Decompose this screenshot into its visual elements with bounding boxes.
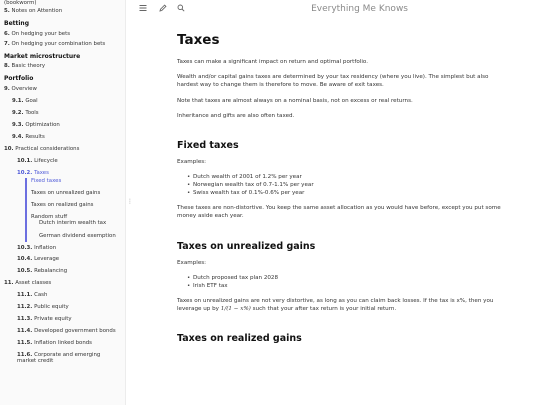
sidebar-item-developed-government-bonds[interactable] <box>4 326 125 338</box>
sidebar-item-label: Lifecycle <box>34 157 58 164</box>
sidebar-item-number: 11.5. <box>17 339 33 346</box>
sidebar-item-label: Results <box>25 133 45 140</box>
sidebar-item-label: Private equity <box>34 315 72 322</box>
sidebar-item-label: Overview <box>11 85 37 92</box>
sidebar-item-number: 10.5. <box>17 267 33 274</box>
paragraph: Note that taxes are almost always on a nominal basis, not on excess or real returns. <box>177 97 413 104</box>
paragraph: Taxes can make a significant impact on return and optimal portfolio. <box>177 59 368 65</box>
list-item: • Dutch proposed tax plan 2028 <box>187 274 502 282</box>
sidebar-item-number: 10.4. <box>17 255 33 262</box>
list-item: • Dutch wealth of 2001 of 1.2% per year <box>187 173 502 181</box>
sidebar-item-label: Taxes <box>34 169 49 176</box>
list-item: • Swiss wealth tax of 0.1%-0.6% per year <box>187 189 502 197</box>
sidebar-resize-handle[interactable]: ⋮ <box>127 198 133 205</box>
toc-item-taxes-realized[interactable]: Taxes on realized gains <box>31 201 94 208</box>
sidebar-item-private-equity[interactable] <box>4 314 125 326</box>
page-title: Taxes <box>177 32 220 48</box>
sidebar-item-number: 10.1. <box>17 157 33 164</box>
sidebar-part-market-microstructure: Market microstructure <box>4 52 81 60</box>
section-heading-realized-gains: Taxes on realized gains <box>177 333 302 345</box>
sidebar-item-corporate-credit[interactable] <box>4 350 125 366</box>
sidebar-item-bookworm[interactable] <box>4 0 125 8</box>
sidebar-nav <box>0 0 125 366</box>
sidebar-item-label: Notes on Attention <box>11 8 63 14</box>
toc-item-fixed-taxes[interactable]: Fixed taxes <box>31 177 62 184</box>
sidebar-item-number: 11.6. <box>17 351 33 358</box>
sidebar-item-inflation-linked-bonds[interactable] <box>4 338 125 350</box>
main-content <box>177 32 502 351</box>
sidebar-item-number: 10.2. <box>17 169 33 176</box>
sidebar-item-label: Rebalancing <box>34 267 68 274</box>
sidebar-item-rebalancing[interactable] <box>4 266 125 278</box>
sidebar-item-label: Corporate and emerging market credit <box>17 351 101 364</box>
sidebar-item-number: 9. <box>4 85 10 92</box>
sidebar-item-hedging-bets[interactable] <box>4 29 125 39</box>
sidebar-item-asset-classes[interactable] <box>4 278 125 290</box>
sidebar-item-number: 5. <box>4 8 10 14</box>
paragraph: Examples: <box>177 159 207 166</box>
leverage-formula: 1/(1 − x%) <box>220 306 251 313</box>
sidebar-item-label: Public equity <box>34 303 69 310</box>
top-bar <box>126 0 540 22</box>
fixed-taxes-list <box>187 173 502 197</box>
sidebar-item-optimization[interactable] <box>4 120 125 132</box>
toc-item-dutch-interim[interactable]: Dutch interim wealth tax <box>39 219 107 226</box>
sidebar-item-number: 6. <box>4 30 10 37</box>
paragraph: Inheritance and gifts are also often taxed. <box>177 112 295 119</box>
sidebar-item-label: Goal <box>25 97 38 104</box>
sidebar-item-goal[interactable] <box>4 96 125 108</box>
sidebar-item-number: 9.1. <box>12 97 24 104</box>
sidebar-item-notes-on-attention[interactable] <box>4 8 125 16</box>
sidebar-item-number: 11.2. <box>17 303 33 310</box>
sidebar-item-label: (bookworm) <box>4 0 37 6</box>
sidebar-item-number: 8. <box>4 63 10 69</box>
sidebar-item-label: Inflation linked bonds <box>34 339 92 346</box>
sidebar-item-practical-considerations[interactable] <box>4 144 125 156</box>
sidebar-item-overview[interactable] <box>4 84 125 96</box>
sidebar-part-portfolio: Portfolio <box>4 75 34 82</box>
toc-item-random-stuff[interactable]: Random stuff <box>31 213 68 220</box>
text-run: such that your after tax return is your initial return. <box>250 306 397 313</box>
sidebar-item-number: 9.2. <box>12 109 24 116</box>
text-run: Taxes on unrealized gains are not very distortive, as long as you can claim back losses. If the tax is x%, then you leverage up by <box>177 297 494 313</box>
sidebar-item-label: On hedging your bets <box>11 30 71 37</box>
sidebar-item-label: On hedging your combination bets <box>11 40 106 47</box>
paragraph: Examples: <box>177 259 207 266</box>
sidebar-item-label: Tools <box>25 109 39 116</box>
list-item: • Irish ETF tax <box>187 282 502 290</box>
sidebar-item-label: Leverage <box>34 255 60 262</box>
sidebar-item-taxes[interactable] <box>4 168 125 178</box>
sidebar-item-number: 7. <box>4 40 10 47</box>
sidebar-item-number: 11.1. <box>17 291 33 298</box>
sidebar-item-results[interactable] <box>4 132 125 144</box>
sidebar-item-hedging-combination-bets[interactable] <box>4 39 125 49</box>
sidebar-item-tools[interactable] <box>4 108 125 120</box>
sidebar-item-number: 10. <box>4 145 14 152</box>
sidebar-item-label: Optimization <box>25 121 60 128</box>
sidebar-item-number: 10.3. <box>17 244 33 251</box>
sidebar-item-label: Basic theory <box>11 63 46 69</box>
sidebar <box>0 0 126 405</box>
sidebar-item-public-equity[interactable] <box>4 302 125 314</box>
sidebar-item-number: 9.4. <box>12 133 24 140</box>
sidebar-part-betting: Betting <box>4 20 30 27</box>
sidebar-item-lifecycle[interactable] <box>4 156 125 168</box>
site-title[interactable]: Everything Me Knows <box>311 4 408 14</box>
sidebar-item-label: Inflation <box>34 244 57 251</box>
sidebar-item-number: 11. <box>4 279 14 286</box>
section-heading-unrealized-gains: Taxes on unrealized gains <box>177 240 316 252</box>
paragraph: These taxes are non-distortive. You keep the same asset allocation as you would have before, except you put some money aside each year. <box>177 205 501 220</box>
paragraph <box>177 297 502 313</box>
sidebar-item-label: Cash <box>34 291 48 298</box>
toc-item-german-dividend[interactable]: German dividend exemption <box>39 232 116 239</box>
sidebar-item-inflation[interactable] <box>4 242 125 254</box>
toc-item-taxes-unrealized[interactable]: Taxes on unrealized gains <box>31 189 101 196</box>
sidebar-item-leverage[interactable] <box>4 254 125 266</box>
unrealized-gains-list <box>187 274 502 290</box>
sidebar-page-toc <box>25 178 125 242</box>
sidebar-item-label: Asset classes <box>15 279 52 286</box>
sidebar-item-basic-theory[interactable] <box>4 61 125 71</box>
list-item: • Norwegian wealth tax of 0.7-1.1% per year <box>187 181 502 189</box>
sidebar-item-label: Developed government bonds <box>34 327 116 334</box>
paragraph: Wealth and/or capital gains taxes are determined by your tax residency (where you live). The simplest but also hardest way to change them is therefore to move. Be aware of exit taxes. <box>177 74 489 89</box>
sidebar-item-cash[interactable] <box>4 290 125 302</box>
section-heading-fixed-taxes: Fixed taxes <box>177 140 239 152</box>
sidebar-item-number: 11.4. <box>17 327 33 334</box>
sidebar-item-label: Practical considerations <box>15 145 80 152</box>
sidebar-item-number: 11.3. <box>17 315 33 322</box>
sidebar-item-number: 9.3. <box>12 121 24 128</box>
